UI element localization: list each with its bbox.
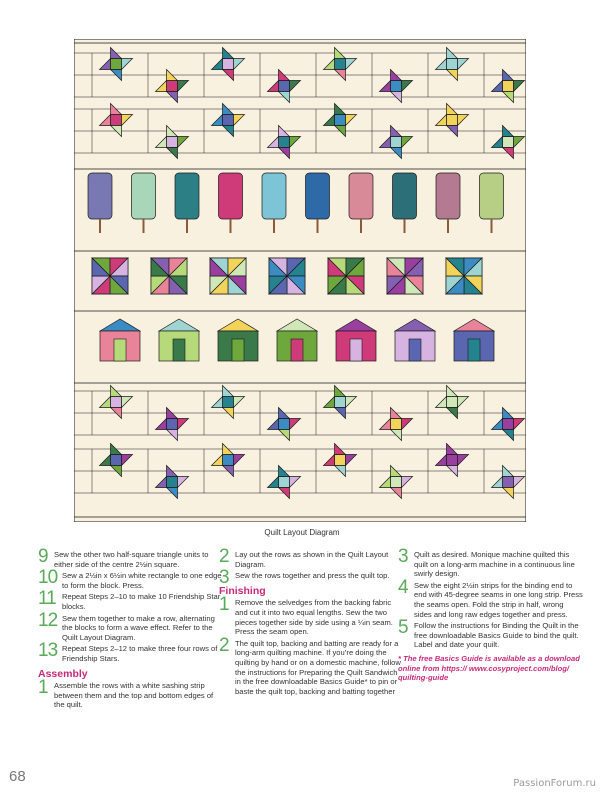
instructions-column-3 <box>398 546 583 683</box>
step-number: 13 <box>38 640 58 662</box>
step-12 <box>38 609 223 643</box>
star-center <box>279 81 290 92</box>
tree-trunk <box>143 219 145 233</box>
tree-canopy <box>349 173 373 219</box>
step-9 <box>38 546 223 569</box>
tree-canopy <box>306 173 330 219</box>
step-3 <box>398 546 583 579</box>
star-center <box>223 115 234 126</box>
tree-trunk <box>360 219 362 233</box>
star-center <box>167 419 178 430</box>
tree-trunk <box>230 219 232 233</box>
tree-canopy <box>262 173 286 219</box>
step-number: 2 <box>219 546 229 567</box>
star-center <box>335 455 346 466</box>
star-center <box>167 477 178 488</box>
star-center <box>167 81 178 92</box>
star-center <box>447 115 458 126</box>
star-center <box>503 81 514 92</box>
step-number: 1 <box>219 594 229 616</box>
star-center <box>503 419 514 430</box>
step-13 <box>38 640 223 663</box>
star-center <box>391 81 402 92</box>
tree-trunk <box>404 219 406 233</box>
assembly-heading: Assembly <box>38 667 88 680</box>
finishing-heading: Finishing <box>219 584 266 597</box>
step-number: 2 <box>219 634 229 656</box>
star-center <box>279 137 290 148</box>
step-text: Repeat Steps 2–10 to make 10 Friendship Star blocks. <box>62 592 221 611</box>
step-number: 3 <box>398 546 408 567</box>
house-door <box>291 339 303 361</box>
step-text: Remove the selvedges from the backing fabric and cut it into two equal lengths. Sew the two pieces together side by side using a ¼in seam. Press the seam open. <box>235 598 393 637</box>
star-center <box>335 59 346 70</box>
step-text: Sew the eight 2½in strips for the binding end to end with 45-degree seams in one long strip. Press the seams open. Fold the strip in half, wrong sides and long raw edges together and press. <box>414 580 583 619</box>
page-number: 68 <box>9 768 26 785</box>
basics-guide-note: * The free Basics Guide is available as a download online from https:// www.cosyproject.com/blog/ quilting-guide <box>398 653 580 683</box>
step-text: Repeat Steps 2–12 to make three four rows of Friendship Stars. <box>62 644 218 663</box>
figure-caption: Quilt Layout Diagram <box>264 528 340 537</box>
tree-canopy <box>132 173 156 219</box>
star-center <box>391 137 402 148</box>
star-center <box>223 397 234 408</box>
star-center <box>447 59 458 70</box>
step-number: 9 <box>38 546 48 567</box>
tree-canopy <box>393 173 417 219</box>
house-door <box>409 339 421 361</box>
quilt-layout-diagram <box>74 39 526 522</box>
star-center <box>223 59 234 70</box>
step-number: 4 <box>398 576 408 598</box>
star-center <box>279 477 290 488</box>
step-11 <box>38 588 223 611</box>
step-text: Assemble the rows with a white sashing strip between them and the top and bottom edges of the quilt. <box>54 681 214 710</box>
tree-trunk <box>491 219 493 233</box>
step-number: 12 <box>38 609 58 631</box>
star-center <box>447 397 458 408</box>
house-door <box>114 339 126 361</box>
step-2 <box>219 546 404 569</box>
star-center <box>111 455 122 466</box>
tree-trunk <box>99 219 101 233</box>
house-door <box>468 339 480 361</box>
step-number: 3 <box>219 567 229 589</box>
step-10 <box>38 567 223 590</box>
step-1 <box>219 594 404 637</box>
star-center <box>447 455 458 466</box>
star-center <box>111 397 122 408</box>
tree-canopy <box>88 173 112 219</box>
step-text: Quilt as desired. Monique machine quilted this quilt on a long-arm machine in a continuous line swirly design. <box>414 550 575 579</box>
star-center <box>111 115 122 126</box>
star-center <box>335 115 346 126</box>
house-door <box>232 339 244 361</box>
tree-trunk <box>447 219 449 233</box>
instructions-column-2 <box>219 546 404 698</box>
step-number: 10 <box>38 567 58 589</box>
step-5 <box>398 617 583 650</box>
step-number: 5 <box>398 617 408 639</box>
tree-canopy <box>436 173 460 219</box>
tree-trunk <box>273 219 275 233</box>
star-center <box>111 59 122 70</box>
tree-canopy <box>480 173 504 219</box>
star-center <box>391 477 402 488</box>
step-4 <box>398 576 583 619</box>
step-number: 11 <box>38 588 56 610</box>
house-door <box>350 339 362 361</box>
step-text: Follow the instructions for Binding the Quilt in the free downloadable Basics Guide to bind the quilt. Label and date your quilt. <box>414 621 579 650</box>
step-text: Sew a 2½in x 6½in white rectangle to one edge to form the block. Press. <box>62 571 222 590</box>
step-3 <box>219 567 404 589</box>
star-center <box>223 455 234 466</box>
tree-canopy <box>219 173 243 219</box>
star-center <box>503 137 514 148</box>
step-2 <box>219 634 404 697</box>
tree-trunk <box>317 219 319 233</box>
step-number: 1 <box>38 677 48 699</box>
tree-canopy <box>175 173 199 219</box>
step-text: Sew the other two half-square triangle units to either side of the centre 2½in square. <box>54 550 209 569</box>
star-center <box>503 477 514 488</box>
house-door <box>173 339 185 361</box>
star-center <box>391 419 402 430</box>
step-text: The quilt top, backing and batting are ready for a long-arm quilting machine. If you’re doing the quilting by hand or on a domestic machine, follow the instructions for Preparing the Quilt Sandwich in the free downloadable Basics Guide* to pin or baste the quilt top, backing and batting together <box>235 638 401 696</box>
step-text: Sew the rows together and press the quilt top. <box>235 571 390 581</box>
step-text: Lay out the rows as shown in the Quilt Layout Diagram. <box>235 550 389 569</box>
step-1 <box>38 677 223 710</box>
star-center <box>279 419 290 430</box>
instructions-column-1 <box>38 546 223 712</box>
watermark: PassionForum.ru <box>513 778 596 789</box>
tree-trunk <box>186 219 188 233</box>
star-center <box>335 397 346 408</box>
star-center <box>167 137 178 148</box>
step-text: Sew them together to make a row, alternating the blocks to form a wave effect. Refer to the Quilt Layout Diagram. <box>62 613 215 642</box>
